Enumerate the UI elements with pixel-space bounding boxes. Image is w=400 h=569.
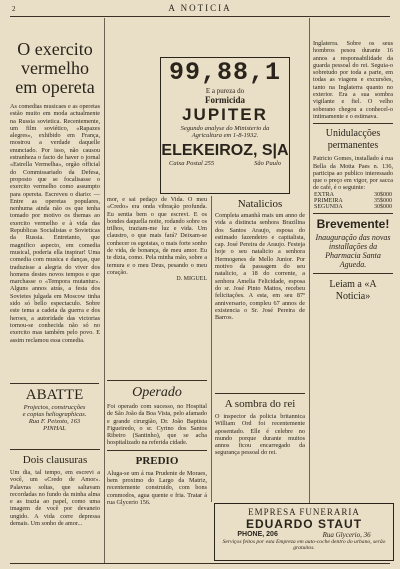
leiam-a-noticia: Leiam a «A Noticia»	[329, 278, 377, 302]
article-text-natalicios: Completa amanhã mais um anno de vida a distincta senhora Brazilina dos Santos Araujo, esposa do estimado fazendeiro e capitalista, cap. José Pereira de Araujo. Festeja hoje o seu natalicio a senhora Hermogenes de Mello Junior. Por motivo da passagem do seu natalicio, a 18 do corrente, a senhora Amelia Felicidade, esposa do sr. José Pinto Mattos, recebeu felicitações. A esta, em seu 87º anniversario, compleu 67 annos de existencia o Sr. José Pereira de Barros.	[215, 212, 305, 322]
price-label: SEGUNDA	[314, 203, 343, 210]
funeraria-line2: EDUARDO STAUT	[245, 517, 363, 531]
column-divider-1	[104, 18, 105, 564]
price-value: 35$000	[374, 197, 392, 204]
price-table	[313, 192, 393, 210]
ad-abatte-title: ABATTE	[25, 387, 84, 403]
ad-line-pureza: E a pureza do	[205, 87, 245, 95]
article-title-unidades: Unidulacções permanentes	[325, 128, 381, 152]
article-title-operado: Operado	[132, 385, 182, 400]
article-text-operado: Foi operado com sucesso, no Hospital de São João da Boa Vista, pelo afamado e grande cirurgião, Dr. João Baptista Figueiredo, o sr. Cyrino dos Santos Ribeiro (Santinho), que se acha hospitalizado na referida cidade.	[107, 403, 207, 447]
ad-line-agricultura: Agricultura em 1-8-1932.	[191, 132, 259, 139]
funeraria-note: Serviços feitos por esta Empreza em auto-coche dentro do urbano, serão gratuitos.	[222, 539, 386, 551]
article-text-continuation: mor, e sai pedaço de Vida. O meu «Credo» era onda vibração profunda. Eu sentia bem o que escrevi. E os bondes daquella noite, rodando sobre os trilhos, traziam-me luz e vida. Um claustro, o que mais fará? Deixam-se conhecer os egoistas, o mais forte sonho de vida, de bonança, de meu amor. Eu te dizia, como. Pela minha mão, sobre a ternura e o meu Deus, pesando o meu coração.	[107, 196, 207, 276]
article-title-sombra: A sombra do rei	[224, 398, 296, 410]
top-rule	[10, 16, 390, 17]
article-text-unidades: Patricio Gomes, installado á rua Bella da Motta Paes n. 136, participa ao publico interessado que o preço em vigor, por sacca de café, é o seguinte:	[313, 155, 393, 192]
ad-abatte	[10, 383, 99, 441]
ad-price: 99,88,1	[168, 58, 282, 87]
column-divider-3	[309, 18, 310, 503]
funeraria-line1: EMPRESA FUNERARIA	[248, 507, 360, 517]
price-label: PRIMEIRA	[314, 197, 343, 204]
ad-abatte-address: Rua F. Peixoto, 163	[28, 418, 81, 425]
article-title-exercito: O exercito vermelho em opereta	[15, 40, 95, 97]
page-number: 2	[12, 5, 16, 13]
signature: D. MIGUEL	[176, 276, 207, 283]
ad-line-segundo: Segundo analyse do Ministerio da	[180, 125, 270, 132]
article-text-brevemente: Inauguração das novas installações da Pharmacia Santa Agueda.	[315, 232, 391, 269]
article-title-predio: PREDIO	[135, 454, 179, 467]
masthead: A NOTICIA	[168, 3, 232, 13]
column-2-lower	[107, 380, 207, 563]
column-divider-2	[211, 196, 212, 502]
price-value: 30$000	[374, 191, 392, 198]
ad-abatte-line2: e copias heliographicas.	[22, 411, 87, 418]
ad-funeraria	[214, 503, 394, 561]
column-1-lower	[10, 449, 100, 563]
ad-line-formicida: Formicida	[205, 95, 245, 105]
column-3-lower	[215, 393, 305, 503]
ad-formicida-jupiter	[160, 57, 290, 194]
price-value: 30$000	[374, 203, 392, 210]
funeraria-address: Rua Glycerio, 36	[322, 531, 371, 539]
funeraria-phone: PHONE, 206	[237, 531, 278, 538]
article-title-natalicios: Natalicios	[237, 198, 283, 210]
price-label: EXTRA	[314, 191, 334, 198]
article-text-dois: Um dia, tal tempo, em escrevi a você, um «Credo de Amor». Palavras soltas, que saltavam recordadas no fundo da minha alma e as trazia ao papel, como uma imagem de você por devaneio ungido. A vida corre depressa demais. Um sonho de amor...	[10, 469, 100, 528]
column-4	[313, 40, 393, 500]
article-text-intro: Inglaterra. Sobre os seus hombros pesou durante 16 annos a responsabilidade da guarda pessoal do rei. Seguia-o sobretudo por toda a parte, em todas as viagens e excursões, tanto na Inglaterra quanto no exterior. Era a sua sombra vigilante e fiel. O velho soberano chegou a conhecel-o intimamente e o estimava.	[313, 40, 393, 120]
ad-brand: JUPITER	[182, 105, 268, 124]
ad-caixa: Caixa Postal 255	[169, 160, 215, 167]
bottom-rule	[10, 563, 390, 564]
article-text-sombra: O inspector da policia britannica William Ord foi recentemente aposentado. Elle é celebre no mundo porque durante muitos annos ficou encarregado da segurança pessoal do rei.	[215, 413, 305, 457]
ad-maker: ELEKEIROZ, S|A	[161, 142, 289, 159]
article-text-predio: Aluga-se um á rua Prudente de Moraes, bem proximo do Largo da Matriz, recentemente construido, com bons commodos, agua quente e fria. Tratar á rua Glycerio 156.	[107, 469, 207, 506]
ad-abatte-place: PINHAL	[43, 425, 66, 432]
article-title-dois: Dois clausuras	[22, 454, 88, 466]
ad-abatte-line1: Projectos, construcções	[23, 404, 86, 411]
article-text-exercito: As comedias musicaes e as operetas estão muito em moda actualmente na Russia sovietica. Recentemente, um film soviético, «Rapazes alegres», exhibido em França, mostrou a verdade daquelle enunciado. Por isso, não causou estranheza o facto de haver o jornal «Estrella Vermelha», orgão official do Commissariado da Defesa, proposto que se focalisasse o exercito vermelho como assumpto para opereta. Escreveu o diario: —Entre as operetas populares, nenhuma ainda não os que tenha tomado por motivo os themas ao exercito vermelho e à vida das Republicas Socialistas e Sovieticas da Russia. Entretanto, que magnifico aspecto, em comedia musical, poderia ella inspirar! Uma comedia com musica e danças, que traduzisse a alegria do viver dos homens destes novos tempos e que marchasse o «Tempora mutantur». Alguns annos atrás, a festa dos Sovietes julgada em Moscow tinha sido só bello espectaculo. Sobre este tema a cadeia da guerra e dos heroes, a autoridade das victorias tornou-se conhecida não só no exercito mas também pelo povo. E assim reclamou essa comedia.	[10, 103, 100, 344]
article-title-brevemente: Brevemente!	[316, 216, 390, 231]
ad-cidade: São Paulo	[254, 160, 281, 167]
